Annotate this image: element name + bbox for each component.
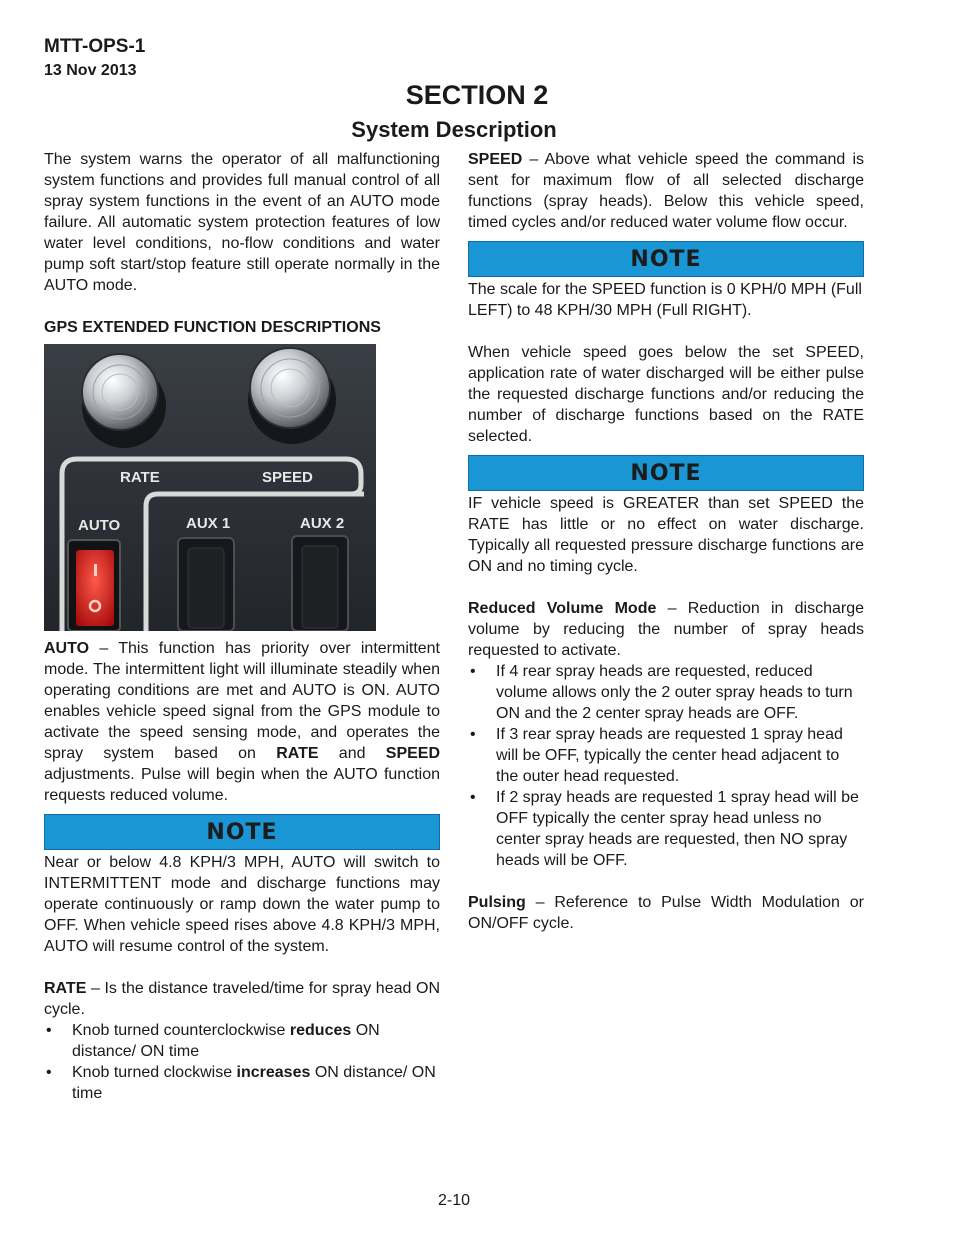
list-item: • Knob turned clockwise increases ON distance/ ON time	[44, 1062, 440, 1104]
auto-and: and	[318, 745, 386, 762]
list-item: • Knob turned counterclockwise reduces ON distance/ ON time	[44, 1020, 440, 1062]
note-label: NOTE	[630, 246, 702, 272]
auto-description	[44, 638, 440, 806]
right-column	[468, 149, 864, 934]
section-title: SECTION 2	[405, 80, 549, 110]
rate-bullet-list	[44, 1020, 440, 1104]
rate-term: RATE	[44, 980, 87, 997]
document-id: MTT-OPS-1	[44, 36, 146, 57]
note-text-speed-greater: IF vehicle speed is GREATER than set SPEED the RATE has little or no effect on water discharge. Typically all requested pressure discharge functions are ON and no timing cycle.	[468, 495, 864, 575]
rate-description	[44, 978, 440, 1020]
reduced-volume-bullet-list	[468, 661, 864, 871]
speed-term: SPEED	[468, 151, 523, 168]
note-label: NOTE	[206, 819, 278, 845]
note-banner-speed-greater	[468, 455, 864, 491]
reduced-volume-text: – Reduction in discharge volume by reducing the number of spray heads requested to activate.	[468, 600, 864, 659]
panel-label-auto: AUTO	[78, 517, 121, 534]
aux1-switch-icon	[178, 538, 234, 631]
reduced-volume-term: Reduced Volume Mode	[468, 600, 657, 617]
auto-rate-term: RATE	[276, 745, 319, 762]
aux2-switch-icon	[292, 536, 348, 631]
pulsing-term: Pulsing	[468, 894, 526, 911]
note-banner-auto	[44, 814, 440, 850]
pulsing-text: – Reference to Pulse Width Modulation or ON/OFF cycle.	[468, 894, 864, 932]
left-column	[44, 149, 440, 1104]
list-item: • If 4 rear spray heads are requested, reduced volume allows only the 2 outer spray heads to turn ON and the 2 center spray heads are OFF.	[468, 661, 864, 724]
speed-text: – Above what vehicle speed the command is sent for maximum flow of all selected discharge functions (spray heads). Below this vehicle speed, timed cycles and/or reduced water volume flow occur.	[468, 151, 864, 231]
panel-label-speed: SPEED	[262, 469, 313, 486]
panel-label-rate: RATE	[120, 469, 160, 486]
rate-text: – Is the distance traveled/time for spray head ON cycle.	[44, 980, 440, 1018]
list-item: • If 2 spray heads are requested 1 spray head will be OFF typically the center spray head unless no center spray heads are requested, then NO spray heads will be OFF.	[468, 787, 864, 871]
panel-label-aux2: AUX 2	[300, 515, 345, 532]
section-subtitle: System Description	[351, 117, 557, 142]
reduced-volume-description	[468, 598, 864, 661]
page-number: 2-10	[437, 1192, 471, 1209]
document-date: 13 Nov 2013	[44, 62, 137, 79]
control-panel-photo	[44, 344, 376, 631]
auto-text-2: adjustments. Pulse will begin when the AUTO function requests reduced volume.	[44, 766, 440, 804]
auto-speed-term: SPEED	[385, 745, 441, 762]
list-item: • If 3 rear spray heads are requested 1 spray head will be OFF, typically the center head adjacent to the outer head requested.	[468, 724, 864, 787]
note-text-auto: Near or below 4.8 KPH/3 MPH, AUTO will switch to INTERMITTENT mode and discharge functions may operate continuously or ramp down the water pump to OFF. When vehicle speed rises above 4.8 KPH/3 MPH, AUTO will resume control of the system.	[44, 854, 440, 955]
auto-term: AUTO	[44, 640, 90, 657]
note-banner-speed-scale	[468, 241, 864, 277]
gps-heading: GPS EXTENDED FUNCTION DESCRIPTIONS	[44, 319, 381, 336]
rate-knob-icon	[82, 354, 158, 430]
intro-paragraph: The system warns the operator of all malfunctioning system functions and provides full manual control of all spray system functions in the event of an AUTO mode failure. All automatic system protection features of low water level conditions, no-flow conditions and water pump soft start/stop feature still operate normally in the AUTO mode.	[44, 151, 440, 294]
note-text-speed-scale: The scale for the SPEED function is 0 KPH/0 MPH (Full LEFT) to 48 KPH/30 MPH (Full RIGHT).	[468, 281, 862, 319]
pulsing-description	[468, 892, 864, 934]
auto-text-1: – This function has priority over intermittent mode. The intermittent light will illuminate steadily when operating conditions are met and AUTO is ON. AUTO enables vehicle speed signal from the GPS module to activate the speed sensing mode, and operates the spray system based on	[44, 640, 440, 762]
speed-description	[468, 149, 864, 233]
panel-label-aux1: AUX 1	[186, 515, 231, 532]
note-label: NOTE	[630, 460, 702, 486]
speed-knob-icon	[250, 348, 330, 428]
auto-switch-icon	[68, 540, 120, 631]
speed-paragraph: When vehicle speed goes below the set SPEED, application rate of water discharged will be either pulse the requested discharge functions and/or reducing the number of discharge functions based on the RATE selected.	[468, 344, 864, 445]
